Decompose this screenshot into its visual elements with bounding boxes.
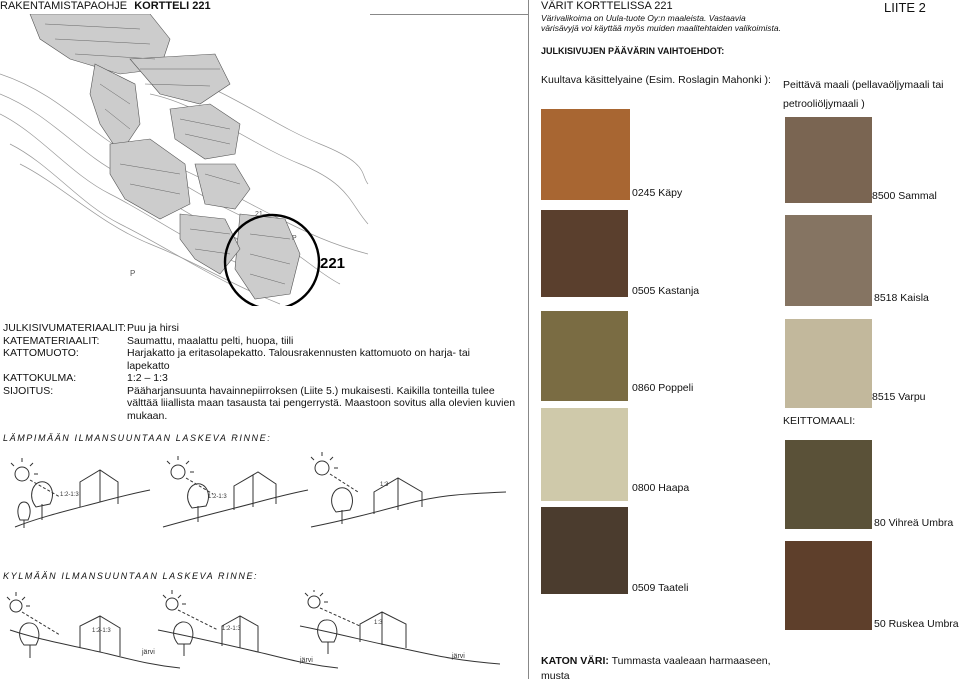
swatch-8500-sammal bbox=[785, 117, 872, 203]
spec-label: KATTOKULMA: bbox=[3, 372, 77, 384]
swatch-50-ruskea-umbra bbox=[785, 541, 872, 630]
colors-note: Värivalikoima on Uula-tuote Oy:n maaleista. Vastaavia värisävyjä voi käyttää myös muiden maalitehtaiden valikoimista. bbox=[541, 13, 781, 33]
swatch-label-0509-taateli: 0509 Taateli bbox=[632, 582, 689, 594]
warm-slope-sketches bbox=[0, 452, 520, 542]
sketch-cold-3 bbox=[300, 590, 500, 664]
sketch-warm-2 bbox=[163, 456, 308, 527]
svg-text:P: P bbox=[292, 235, 297, 242]
sketch-warm-3 bbox=[311, 452, 506, 527]
swatch-label-0860-poppeli: 0860 Poppeli bbox=[632, 382, 694, 394]
cold-slope-sketches bbox=[0, 590, 520, 679]
swatch-label-50-ruskea-umbra: 50 Ruskea Umbra bbox=[874, 618, 959, 630]
spec-label: SIJOITUS: bbox=[3, 384, 54, 397]
cold-slope-heading: KYLMÄÄN ILMANSUUNTAAN LASKEVA RINNE: bbox=[3, 571, 259, 581]
spec-line: Harjakatto ja eritasolapekatto. Talousrakennusten kattomuoto on harja- tai bbox=[127, 347, 471, 359]
spec-row bbox=[3, 372, 523, 385]
opaque-heading-line2: petrooliöljymaali ) bbox=[783, 98, 865, 110]
opaque-heading bbox=[783, 76, 944, 114]
spec-value: 1:2 – 1:3 bbox=[127, 372, 168, 384]
slope-label: 1:2-1:3 bbox=[60, 492, 79, 498]
slope-label: 1:2-1:3 bbox=[222, 626, 241, 632]
swatch-0509-taateli bbox=[541, 507, 628, 594]
swatch-0860-poppeli bbox=[541, 311, 628, 401]
slope-label: 1:3 bbox=[374, 620, 383, 626]
lake-label: järvi bbox=[142, 649, 155, 656]
spec-row bbox=[3, 385, 523, 423]
roof-color-text-1: Tummasta vaaleaan harmaaseen, bbox=[611, 655, 771, 667]
swatch-0245-kapy bbox=[541, 109, 630, 200]
spec-label: KATTOMUOTO: bbox=[3, 347, 79, 359]
swatch-8515-varpu bbox=[785, 319, 872, 408]
svg-text:P: P bbox=[130, 269, 136, 278]
document-header bbox=[0, 0, 211, 13]
slope-label: 1:3 bbox=[380, 482, 389, 488]
spec-value: Saumattu, maalattu pelti, huopa, tiili bbox=[127, 334, 294, 347]
spec-line: Pääharjansuunta havainnepiirroksen (Liite 5.) mukaisesti. Kaikilla tonteilla tulee bbox=[127, 384, 495, 397]
lake-label: järvi bbox=[300, 657, 313, 664]
roof-color-text-2: musta bbox=[541, 670, 570, 682]
facade-alternatives-heading: JULKISIVUJEN PÄÄVÄRIN VAIHTOEHDOT: bbox=[541, 46, 725, 56]
site-plan-drawing bbox=[0, 14, 370, 306]
doc-type-label: RAKENTAMISTAPAOHJE bbox=[0, 0, 128, 12]
swatch-label-80-vihrea-umbra: 80 Vihreä Umbra bbox=[874, 517, 954, 529]
swatch-label-0505-kastanja: 0505 Kastanja bbox=[632, 285, 700, 297]
site-plan-map bbox=[0, 14, 370, 306]
lake-label: järvi bbox=[452, 653, 465, 660]
block-label: KORTTELI 221 bbox=[134, 0, 211, 12]
swatch-label-8500-sammal: 8500 Sammal bbox=[872, 190, 937, 202]
translucent-heading: Kuultava käsittelyaine (Esim. Roslagin Mahonki ): bbox=[541, 74, 771, 86]
opaque-heading-line1: Peittävä maali (pellavaöljymaali tai bbox=[783, 79, 944, 91]
swatch-label-0245-kapy: 0245 Käpy bbox=[632, 187, 683, 199]
swatch-80-vihrea-umbra bbox=[785, 440, 872, 529]
block-number-label: 221 bbox=[320, 255, 346, 272]
swatch-0505-kastanja bbox=[541, 210, 628, 297]
spec-line: välttää liiallista maan tasausta tai pengerrystä. Maastoon sovitus alla olevien kuvien bbox=[127, 397, 516, 409]
building-specs bbox=[3, 322, 523, 422]
spec-line: lapekatto bbox=[127, 359, 170, 372]
column-divider bbox=[528, 0, 529, 679]
spec-row bbox=[3, 335, 523, 348]
swatch-8518-kaisla bbox=[785, 215, 872, 306]
spec-row bbox=[3, 347, 523, 372]
appendix-label: LIITE 2 bbox=[884, 0, 926, 15]
warm-slope-heading: LÄMPIMÄÄN ILMANSUUNTAAN LASKEVA RINNE: bbox=[3, 433, 272, 443]
sketch-warm-1 bbox=[11, 458, 150, 528]
swatch-label-8518-kaisla: 8518 Kaisla bbox=[874, 292, 929, 304]
kitchen-paint-label: KEITTOMAALI: bbox=[783, 415, 856, 427]
spec-value bbox=[127, 347, 470, 372]
roof-color-block bbox=[541, 654, 771, 684]
slope-label: 1:2-1:3 bbox=[92, 628, 111, 634]
spec-label: KATEMATERIAALIT: bbox=[3, 334, 100, 347]
spec-label: JULKISIVUMATERIAALIT: bbox=[3, 322, 126, 334]
svg-text:21: 21 bbox=[255, 211, 263, 218]
spec-value: Puu ja hirsi bbox=[127, 322, 179, 334]
slope-label: 1:2-1:3 bbox=[208, 494, 227, 500]
swatch-label-0800-haapa: 0800 Haapa bbox=[632, 482, 690, 494]
spec-row bbox=[3, 322, 523, 335]
swatch-label-8515-varpu: 8515 Varpu bbox=[872, 391, 926, 403]
spec-line: mukaan. bbox=[127, 409, 168, 422]
roof-color-label: KATON VÄRI: bbox=[541, 655, 609, 667]
colors-title: VÄRIT KORTTELISSA 221 bbox=[541, 0, 673, 12]
spec-value bbox=[127, 385, 515, 423]
swatch-0800-haapa bbox=[541, 408, 628, 501]
